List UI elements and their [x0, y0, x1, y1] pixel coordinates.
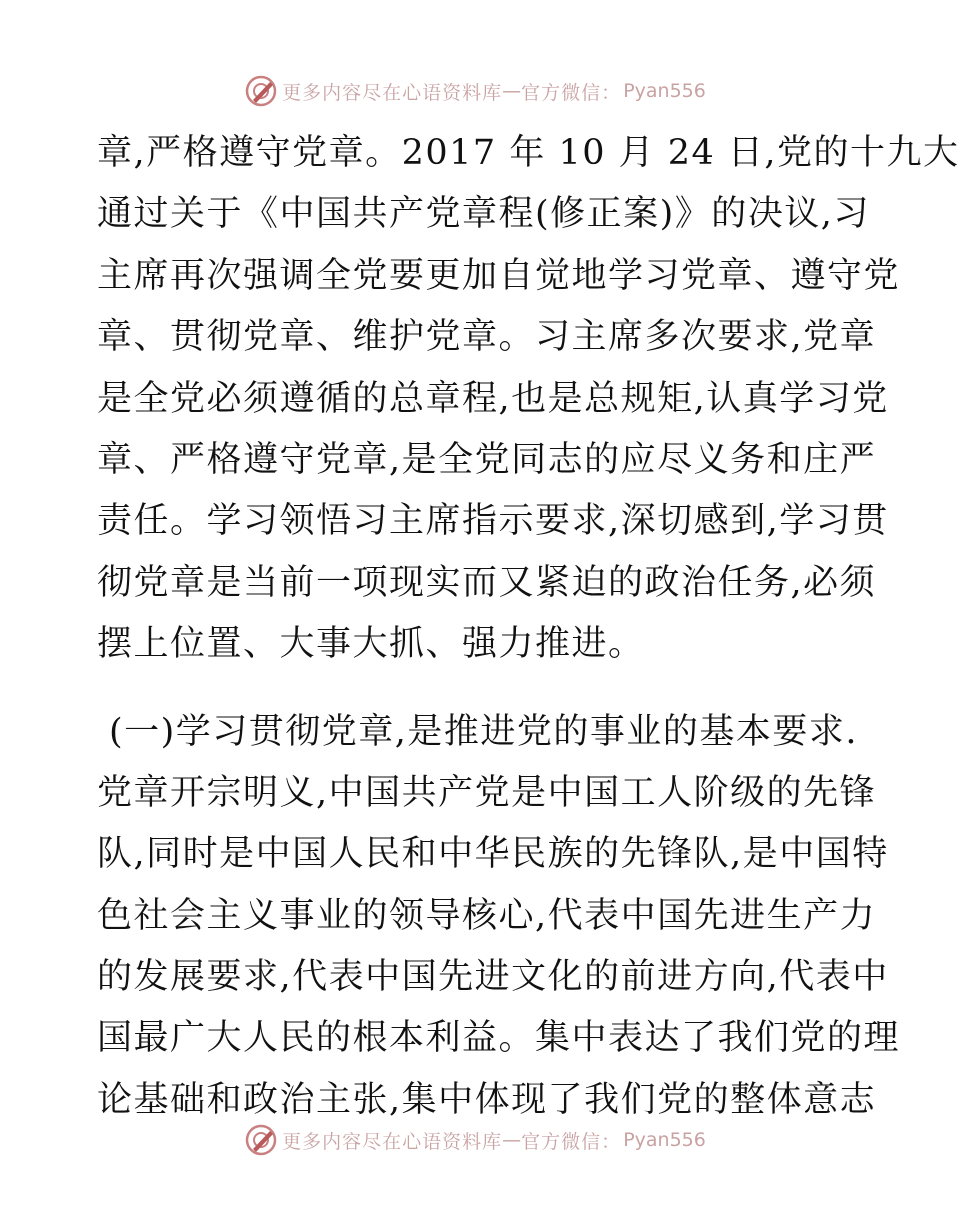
watermark-wechat-id: Pyan556	[623, 1129, 706, 1151]
text-line: 的发展要求,代表中国先进文化的前进方向,代表中	[97, 957, 889, 998]
text-line: 主席再次强调全党要更加自觉地学习党章、遵守党	[97, 255, 901, 296]
text-line: 彻党章是当前一项现实而又紧迫的政治任务,必须	[97, 562, 877, 603]
text-line: 章、严格遵守党章,是全党同志的应尽义务和庄严	[97, 439, 877, 480]
section-heading: (一)学习贯彻党章,是推进党的事业的基本要求.	[109, 711, 859, 752]
text-line: 责任。学习领悟习主席指示要求,深切感到,学习贯	[97, 501, 889, 542]
text-line: 队,同时是中国人民和中华民族的先锋队,是中国特	[97, 834, 889, 875]
text-line: 章,严格遵守党章。2017 年 10 月 24 日,党的十九大	[97, 133, 960, 173]
paragraph-1	[97, 123, 960, 676]
logo-icon	[244, 1123, 278, 1157]
watermark-wechat-label: 官方微信：	[521, 81, 622, 104]
footer-watermark	[0, 1120, 950, 1160]
logo-icon	[244, 74, 278, 108]
document-body	[97, 123, 960, 1131]
text-line: 国最广大人民的根本利益。集中表达了我们党的理	[97, 1018, 901, 1059]
text-line: 摆上位置、大事大抓、强力推进。	[97, 624, 645, 665]
watermark-text: 更多内容尽在心语资料库	[282, 81, 503, 104]
text-line: 论基础和政治主张,集中体现了我们党的整体意志	[97, 1079, 877, 1120]
text-line: 党章开宗明义,中国共产党是中国工人阶级的先锋	[97, 772, 877, 813]
watermark-wechat-label: 官方微信：	[521, 1130, 622, 1153]
text-line: 通过关于《中国共产党章程(修正案)》的决议,习	[97, 194, 870, 235]
paragraph-2	[97, 763, 901, 1131]
watermark-dash: —	[502, 80, 522, 102]
watermark-wechat-id: Pyan556	[623, 80, 706, 102]
text-line: 章、贯彻党章、维护党章。习主席多次要求,党章	[97, 317, 877, 358]
text-line: 是全党必须遵循的总章程,也是总规矩,认真学习党	[97, 378, 889, 419]
text-line: 色社会主义事业的领导核心,代表中国先进生产力	[97, 895, 877, 936]
watermark-dash: —	[502, 1129, 522, 1151]
header-watermark	[0, 71, 950, 111]
watermark-text: 更多内容尽在心语资料库	[282, 1130, 503, 1153]
